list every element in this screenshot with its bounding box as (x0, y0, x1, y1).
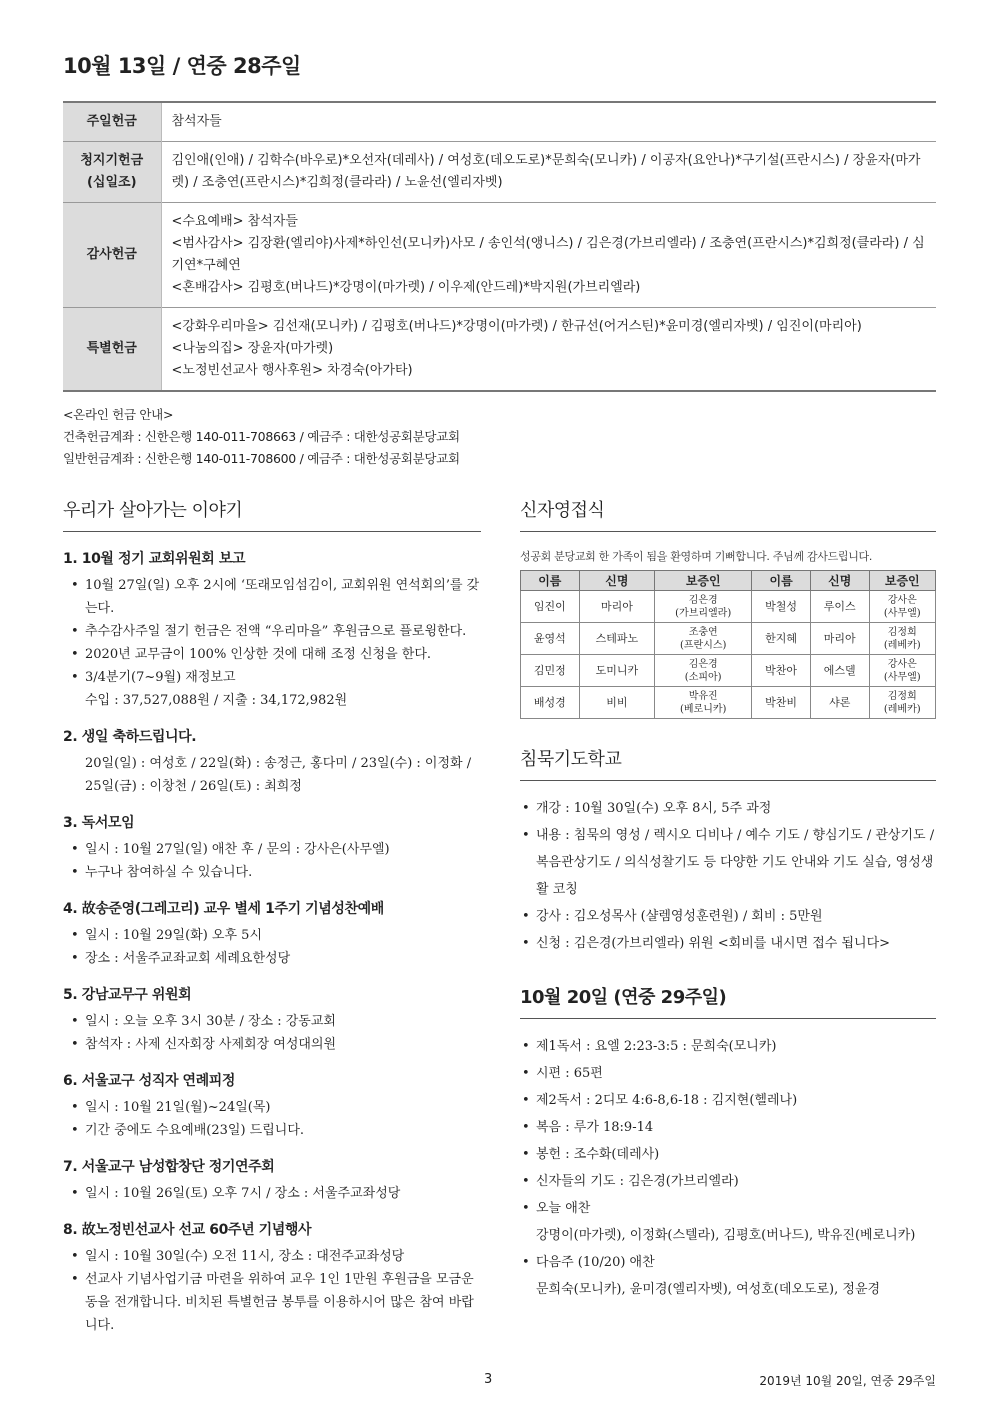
story-bullet: • 일시 : 오늘 오후 3시 30분 / 장소 : 강동교회 (63, 1010, 481, 1033)
story-bullet: • 일시 : 10월 30일(수) 오전 11시, 장소 : 대전주교좌성당 (63, 1245, 481, 1268)
offering-line: <강화우리마을> 김선재(모니카) / 김평호(버나드)*강명이(마가렛) / 한규선(어거스틴)*윤미경(엘리자벳) / 임진이(마리아) (171, 319, 862, 334)
story-title: 6. 서울교구 성직자 연례피정 (63, 1073, 236, 1089)
story-bullets (63, 1245, 481, 1337)
newcomer-cell: 스테파노 (579, 623, 655, 655)
next-week-item (520, 1114, 936, 1141)
newcomer-cell: 박찬아 (752, 655, 811, 687)
next-week-item (520, 1168, 936, 1195)
story-title: 8. 故노정빈선교사 선교 60주년 기념행사 (63, 1222, 312, 1238)
newcomer-cell: 도미니카 (579, 655, 655, 687)
page-title: 10월 13일 / 연중 28주일 (63, 54, 301, 78)
story-bullets (63, 1096, 481, 1142)
offering-line: <노정빈선교사 행사후원> 차경숙(아가타) (171, 363, 413, 378)
newcomer-cell: 윤영석 (521, 623, 580, 655)
newcomer-cell: 박유진 (베로니카) (655, 687, 752, 719)
offering-row (63, 308, 936, 392)
story-paragraph: 20일(일) : 여성호 / 22일(화) : 송정근, 홍다미 / 23일(수) : 이정화 / 25일(금) : 이창천 / 26일(토) : 최희정 (85, 756, 472, 794)
offering-line: <수요예배> 참석자들 (171, 214, 298, 229)
newcomer-cell: 김민정 (521, 655, 580, 687)
newcomer-cell: 박찬비 (752, 687, 811, 719)
page-number: 3 (484, 1372, 493, 1387)
prayer-school-item: • 신청 : 김은경(가브리엘라) 위원 <회비를 내시면 접수 됩니다> (520, 930, 936, 957)
story-title: 5. 강남교무구 위원회 (63, 987, 192, 1003)
general-account: 일반헌금계좌 : 신한은행 140-011-708600 / 예금주 : 대한성공회분당교회 (63, 451, 460, 466)
newcomer-cell: 마리아 (810, 623, 869, 655)
prayer-school-item: • 강사 : 김오성목사 (샬렘영성훈련원) / 회비 : 5만원 (520, 903, 936, 930)
offering-line: <혼배감사> 김평호(버나드)*강명이(마가렛) / 이우제(안드레)*박지원(가브리엘라) (171, 280, 641, 295)
newcomer-header: 신명 (579, 571, 655, 591)
offering-line: 참석자들 (171, 114, 222, 129)
next-week-item (520, 1141, 936, 1168)
offering-label: 특별헌금 (63, 308, 161, 392)
right-column (520, 496, 936, 1303)
offering-line: <범사감사> 김장환(엘리야)사제*하인선(모니카)사모 / 송인석(앵니스) / 김은경(가브리엘라) / 조충연(프란시스)*김희정(클라라) / 심기연*구혜연 (171, 236, 925, 273)
newcomer-table (520, 570, 936, 719)
story-bullets (63, 574, 481, 689)
newcomer-cell: 강사은 (사무엘) (869, 655, 935, 687)
online-offering-title: <온라인 헌금 안내> (63, 407, 174, 422)
offering-names (161, 102, 936, 142)
newcomer-cell: 마리아 (579, 591, 655, 623)
stories-heading: 우리가 살아가는 이야기 (63, 496, 481, 532)
next-week-item-text: • 시편 : 65편 (536, 1066, 603, 1081)
story-bullet: • 참석자 : 사제 신자회장 사제회장 여성대의원 (63, 1033, 481, 1056)
stories-column (63, 496, 481, 1337)
next-week-list (520, 1033, 936, 1303)
next-week-item-text: • 신자들의 기도 : 김은경(가브리엘라) (536, 1174, 739, 1189)
next-week-item (520, 1195, 936, 1249)
newcomer-header: 이름 (521, 571, 580, 591)
offering-names (161, 142, 936, 203)
story-bullet: • 일시 : 10월 26일(토) 오후 7시 / 장소 : 서울주교좌성당 (63, 1182, 481, 1205)
stories-list (63, 548, 481, 1337)
newcomer-cell: 김정희 (레베카) (869, 687, 935, 719)
prayer-school-list (520, 795, 936, 957)
newcomer-cell: 샤론 (810, 687, 869, 719)
story-bullet: • 3/4분기(7~9월) 재정보고 (63, 666, 481, 689)
newcomer-header: 신명 (810, 571, 869, 591)
offering-row (63, 203, 936, 308)
next-week-heading: 10월 20일 (연중 29주일) (520, 983, 936, 1019)
story-bullet: • 선교사 기념사업기금 마련을 위하여 교우 1인 1만원 후원금을 모금운동을 전개합니다. 비치된 특별헌금 봉투를 이용하시어 많은 참여 바랍니다. (63, 1268, 481, 1337)
story-title: 1. 10월 정기 교회위원회 보고 (63, 551, 246, 567)
newcomers-heading: 신자영접식 (520, 496, 936, 532)
newcomer-cell: 배성경 (521, 687, 580, 719)
newcomer-header: 보증인 (869, 571, 935, 591)
next-week-item (520, 1087, 936, 1114)
next-week-item-names: 문희숙(모니카), 윤미경(엘리자벳), 여성호(데오도로), 정윤경 (536, 1282, 881, 1297)
newcomer-cell: 김은경 (소피아) (655, 655, 752, 687)
story-bullet: • 누구나 참여하실 수 있습니다. (63, 861, 481, 884)
offering-label: 감사헌금 (63, 203, 161, 308)
next-week-item-names: 강명이(마가렛), 이정화(스텔라), 김평호(버나드), 박유진(베로니카) (536, 1228, 916, 1243)
newcomer-cell: 박철성 (752, 591, 811, 623)
offering-label: 청지기헌금 (십일조) (63, 142, 161, 203)
newcomer-cell: 김은경 (가브리엘라) (655, 591, 752, 623)
next-week-item-text: • 다음주 (10/20) 애찬 (536, 1255, 655, 1270)
next-week-item (520, 1033, 936, 1060)
story-title: 4. 故송준영(그레고리) 교우 별세 1주기 기념성찬예배 (63, 901, 384, 917)
next-week-item-text: • 오늘 애찬 (536, 1201, 591, 1216)
story-bullet: • 추수감사주일 절기 헌금은 전액 “우리마을” 후원금으로 플로윙한다. (63, 620, 481, 643)
story-bullet: • 일시 : 10월 27일(일) 애찬 후 / 문의 : 강사은(사무엘) (63, 838, 481, 861)
newcomer-row (521, 655, 936, 687)
story-bullets (63, 838, 481, 884)
story-bullet: • 장소 : 서울주교좌교회 세례요한성당 (63, 947, 481, 970)
story-bullet: • 기간 중에도 수요예배(23일) 드립니다. (63, 1119, 481, 1142)
next-week-item (520, 1249, 936, 1303)
newcomer-cell: 강사은 (사무엘) (869, 591, 935, 623)
offering-line: <나눔의집> 장윤자(마가렛) (171, 341, 334, 356)
story-bullet: • 10월 27일(일) 오후 2시에 ‘또래모임섬김이, 교회위원 연석회의’를 갖는다. (63, 574, 481, 620)
newcomer-cell: 한지혜 (752, 623, 811, 655)
footer-date: 2019년 10월 20일, 연중 29주일 (759, 1374, 936, 1388)
offering-row (63, 142, 936, 203)
building-account: 건축헌금계좌 : 신한은행 140-011-708663 / 예금주 : 대한성공회분당교회 (63, 429, 460, 444)
newcomer-cell: 조충연 (프란시스) (655, 623, 752, 655)
newcomer-cell: 비비 (579, 687, 655, 719)
newcomer-cell: 루이스 (810, 591, 869, 623)
next-week-item-text: • 제2독서 : 2디모 4:6-8,6-18 : 김지현(헬레나) (536, 1093, 798, 1108)
newcomer-header: 이름 (752, 571, 811, 591)
next-week-item-text: • 제1독서 : 요엘 2:23-3:5 : 문희숙(모니카) (536, 1039, 777, 1054)
next-week-item-text: • 봉헌 : 조수화(데레사) (536, 1147, 660, 1162)
story-bullet: • 2020년 교무금이 100% 인상한 것에 대해 조정 신청을 한다. (63, 643, 481, 666)
offering-table (63, 101, 936, 392)
story-bullets (63, 1010, 481, 1056)
offering-names (161, 203, 936, 308)
story-title: 3. 독서모임 (63, 815, 135, 831)
offering-label: 주일헌금 (63, 102, 161, 142)
story-extra: 수입 : 37,527,088원 / 지출 : 34,172,982원 (85, 693, 348, 708)
newcomer-row (521, 687, 936, 719)
story-bullets (63, 924, 481, 970)
newcomer-row (521, 591, 936, 623)
story-bullet: • 일시 : 10월 29일(화) 오후 5시 (63, 924, 481, 947)
offering-names (161, 308, 936, 392)
story-title: 7. 서울교구 남성합창단 정기연주회 (63, 1159, 275, 1175)
newcomer-cell: 임진이 (521, 591, 580, 623)
story-title: 2. 생일 축하드립니다. (63, 729, 197, 745)
newcomer-cell: 김정희 (레베카) (869, 623, 935, 655)
newcomer-header: 보증인 (655, 571, 752, 591)
next-week-item (520, 1060, 936, 1087)
offering-row (63, 102, 936, 142)
newcomer-cell: 에스델 (810, 655, 869, 687)
prayer-school-heading: 침묵기도학교 (520, 745, 936, 781)
story-bullet: • 일시 : 10월 21일(월)~24일(목) (63, 1096, 481, 1119)
online-offering-info (63, 404, 460, 470)
newcomer-row (521, 623, 936, 655)
offering-line: 김인애(인애) / 김학수(바우로)*오선자(데레사) / 여성호(데오도로)*문희숙(모니카) / 이공자(요안나)*구기설(프란시스) / 장윤자(마가렛) / 조충연(프란시스)*김희정(클라라) / 노윤선(엘리자벳) (171, 153, 921, 190)
prayer-school-item: • 개강 : 10월 30일(수) 오후 8시, 5주 과정 (520, 795, 936, 822)
prayer-school-item: • 내용 : 침묵의 영성 / 렉시오 디비나 / 예수 기도 / 향심기도 / 관상기도 / 복음관상기도 / 의식성찰기도 등 다양한 기도 안내와 기도 실습, 영성생활 코칭 (520, 822, 936, 903)
next-week-item-text: • 복음 : 루가 18:9-14 (536, 1120, 654, 1135)
story-bullets (63, 1182, 481, 1205)
welcome-note: 성공회 분당교회 한 가족이 됨을 환영하며 기뻐합니다. 주님께 감사드립니다. (520, 550, 873, 563)
